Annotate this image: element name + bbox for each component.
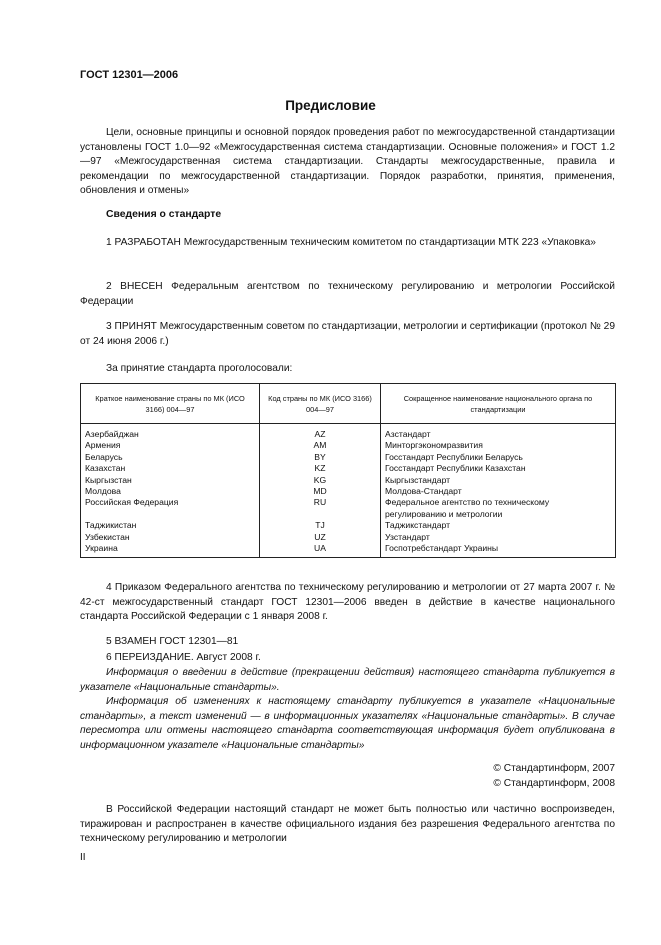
item-2 bbox=[80, 280, 615, 309]
code-cell: KG bbox=[260, 475, 381, 486]
body-cell: Таджикстандарт bbox=[381, 520, 616, 531]
body-cell: Госстандарт Республики Казахстан bbox=[381, 463, 616, 474]
country-cell: Азербайджан bbox=[81, 424, 260, 441]
table-row bbox=[81, 475, 616, 486]
item-1 bbox=[80, 236, 615, 251]
intro-text: Цели, основные принципы и основной порядок проведения работ по межгосударственной стандартизации установлены ГОСТ 1.0—92 «Межгосударственная система стандартизации. Основные положения» и ГОСТ 1.2—97 «Межгосударственная система стандартизации. Стандарты межгосударственные, правила и рекомендации по межгосударственной стандартизации. Порядок разработки, принятия, применения, обновления и отмены» bbox=[80, 127, 615, 196]
item-1-text: 1 РАЗРАБОТАН Межгосударственным техническим комитетом по стандартизации МТК 223 «Упаковка» bbox=[106, 237, 596, 248]
info-paragraph-1 bbox=[80, 666, 615, 695]
code-cell: TJ bbox=[260, 520, 381, 531]
copyright-2008: © Стандартинформ, 2008 bbox=[493, 778, 615, 789]
body-cell: Госстандарт Республики Беларусь bbox=[381, 452, 616, 463]
intro-paragraph bbox=[80, 126, 615, 199]
code-cell: KZ bbox=[260, 463, 381, 474]
info-1-text: Информация о введении в действие (прекращении действия) настоящего стандарта публикуется в указателе «Национальные стандарты». bbox=[80, 667, 615, 693]
closing-paragraph bbox=[80, 803, 615, 847]
country-cell: Армения bbox=[81, 440, 260, 451]
info-paragraph-2 bbox=[80, 695, 615, 753]
info-2-text: Информация об изменениях к настоящему стандарту публикуется в указателе «Национальные стандарты», а текст изменений — в информационных указателях «Национальные стандарты». В случае пересмотра или отмены настоящего стандарта соответствующая информация будет опубликована в информационном указателе «Национальные стандарты» bbox=[80, 696, 615, 751]
country-cell: Таджикистан bbox=[81, 520, 260, 531]
code-cell: RU bbox=[260, 497, 381, 520]
item-3-text: 3 ПРИНЯТ Межгосударственным советом по стандартизации, метрологии и сертификации (протокол № 29 от 24 июня 2006 г.) bbox=[80, 321, 615, 347]
header-code: Код страны по МК (ИСО 3166) 004—97 bbox=[260, 384, 381, 424]
item-3 bbox=[80, 320, 615, 349]
country-cell: Кыргызстан bbox=[81, 475, 260, 486]
item-4-text: 4 Приказом Федерального агентства по техническому регулированию и метрологии от 27 марта 2007 г. № 42-ст межгосударственный стандарт ГОСТ 12301—2006 введен в действие в качестве национального стандарта Российской Федерации с 1 января 2008 г. bbox=[80, 582, 615, 622]
body-cell: Федеральное агентство по техническому регулированию и метрологии bbox=[381, 497, 616, 520]
country-cell: Российская Федерация bbox=[81, 497, 260, 520]
table-row bbox=[81, 463, 616, 474]
item-2-text: 2 ВНЕСЕН Федеральным агентством по техническому регулированию и метрологии Российской Федерации bbox=[80, 281, 615, 307]
body-cell: Минторгэкономразвития bbox=[381, 440, 616, 451]
body-cell: Азстандарт bbox=[381, 424, 616, 441]
table-row bbox=[81, 440, 616, 451]
table-row bbox=[81, 486, 616, 497]
page-title: Предисловие bbox=[285, 98, 376, 113]
header-country: Краткое наименование страны по МК (ИСО 3166) 004—97 bbox=[81, 384, 260, 424]
body-cell: Узстандарт bbox=[381, 532, 616, 543]
code-cell: UZ bbox=[260, 532, 381, 543]
item-5-text: 5 ВЗАМЕН ГОСТ 12301—81 bbox=[106, 636, 239, 647]
body-cell: Госпотребстандарт Украины bbox=[381, 543, 616, 558]
country-cell: Узбекистан bbox=[81, 532, 260, 543]
table-row bbox=[81, 543, 616, 558]
item-6 bbox=[80, 651, 615, 666]
code-cell: AM bbox=[260, 440, 381, 451]
country-cell: Беларусь bbox=[81, 452, 260, 463]
table-row bbox=[81, 520, 616, 531]
table-header-row bbox=[81, 384, 616, 424]
item-4 bbox=[80, 581, 615, 625]
item-6-text: 6 ПЕРЕИЗДАНИЕ. Август 2008 г. bbox=[106, 652, 261, 663]
body-cell: Молдова-Стандарт bbox=[381, 486, 616, 497]
table-row bbox=[81, 452, 616, 463]
vote-intro bbox=[80, 362, 615, 377]
code-cell: BY bbox=[260, 452, 381, 463]
body-cell: Кыргызстандарт bbox=[381, 475, 616, 486]
country-cell: Казахстан bbox=[81, 463, 260, 474]
header-body: Сокращенное наименование национального органа по стандартизации bbox=[381, 384, 616, 424]
item-5 bbox=[80, 635, 615, 650]
vote-intro-text: За принятие стандарта проголосовали: bbox=[106, 363, 293, 374]
code-cell: MD bbox=[260, 486, 381, 497]
voting-table bbox=[80, 383, 616, 558]
country-cell: Украина bbox=[81, 543, 260, 558]
code-cell: AZ bbox=[260, 424, 381, 441]
country-cell: Молдова bbox=[81, 486, 260, 497]
page-number: II bbox=[80, 852, 86, 863]
copyright-2007: © Стандартинформ, 2007 bbox=[493, 763, 615, 774]
table-row bbox=[81, 424, 616, 441]
section-subtitle: Сведения о стандарте bbox=[106, 209, 222, 220]
table-row bbox=[81, 497, 616, 520]
document-code: ГОСТ 12301—2006 bbox=[80, 69, 179, 81]
table-row bbox=[81, 532, 616, 543]
code-cell: UA bbox=[260, 543, 381, 558]
closing-text: В Российской Федерации настоящий стандарт не может быть полностью или частично воспроизведен, тиражирован и распространен в качестве официального издания без разрешения Федерального агентства по техническому регулированию и метрологии bbox=[80, 804, 615, 844]
